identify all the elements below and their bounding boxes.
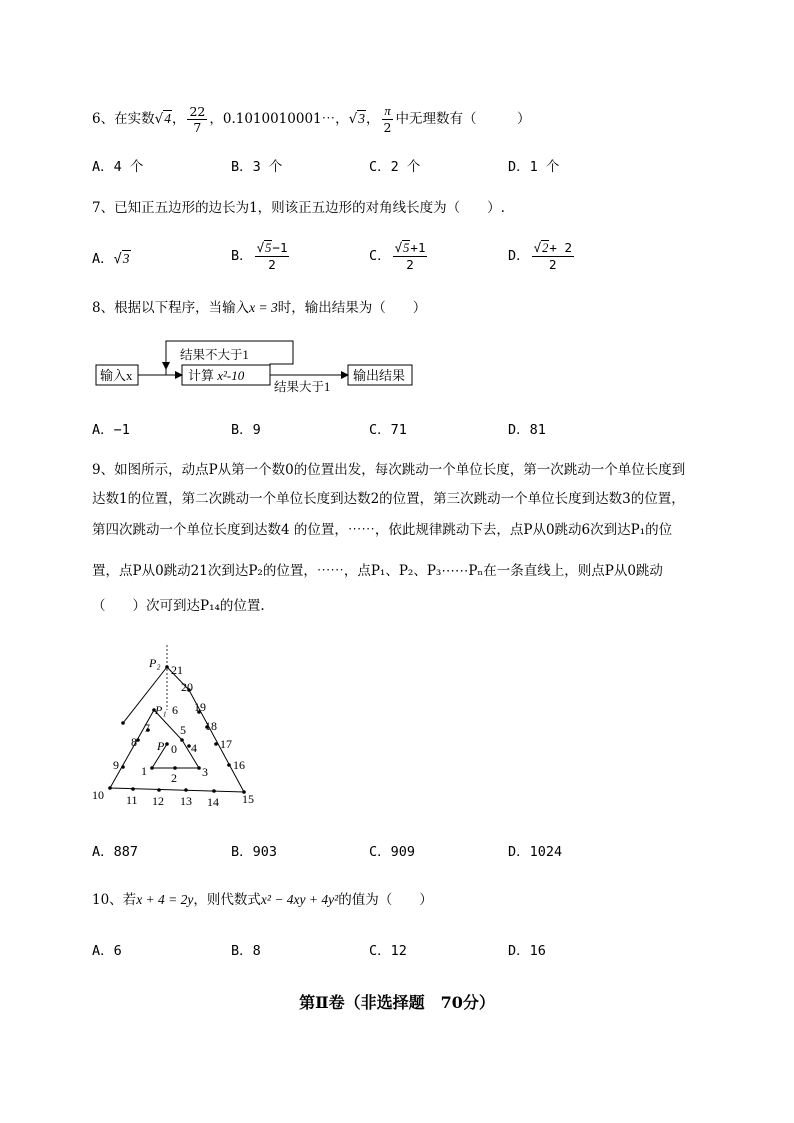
svg-text:19: 19 [194, 700, 206, 714]
input-label: 输入x [100, 368, 133, 383]
q9-option-c[interactable]: C．909 [369, 844, 416, 860]
q10-option-a[interactable]: A．6 [92, 943, 122, 959]
question-10: 10、若x + 4 = 2y，则代数式x² − 4xy + 4y²的值为（ ） [92, 892, 433, 908]
svg-text:6: 6 [172, 703, 178, 717]
q7-option-c[interactable]: C． $\frac{√5+1}{2}$ [369, 240, 426, 272]
question-9-line-3: 第四次跳动一个单位长度到达数4 的位置，⋯⋯，依此规律跳动下去，点P从0跳动6次到达P₁的位 [92, 522, 673, 538]
svg-text:20: 20 [181, 680, 193, 694]
q7-option-d[interactable]: D． $\frac{√2+ 2}{2}$ [508, 240, 572, 272]
svg-text:21: 21 [171, 663, 183, 677]
q6-option-d[interactable]: D．1 个 [508, 159, 560, 175]
q10-option-b[interactable]: B．8 [231, 943, 261, 959]
svg-text:P₁: P₁ [155, 703, 167, 717]
question-6: 6、在实数√4， $\frac{22}{7}$ ，0.1010010001⋯，√3， $\frac{\pi}{2}$ 中无理数有（ ） [92, 104, 531, 135]
sqrt-4: √4 [154, 111, 171, 127]
q6-option-c[interactable]: C．2 个 [369, 159, 421, 175]
program-flowchart [90, 335, 420, 395]
svg-text:4: 4 [191, 741, 197, 755]
q10-option-c[interactable]: C．12 [369, 943, 407, 959]
exit-label: 结果大于1 [274, 380, 331, 394]
svg-text:11: 11 [126, 793, 138, 807]
q10-option-d[interactable]: D．16 [508, 943, 546, 959]
sqrt-3: √3 [348, 111, 365, 127]
svg-text:17: 17 [220, 737, 232, 751]
q9-option-d[interactable]: D．1024 [508, 844, 563, 860]
svg-text:P₂: P₂ [149, 656, 161, 670]
question-9-line-5: （ ）次可到达P₁₄的位置. [92, 598, 265, 614]
section-title: 第Ⅱ卷（非选择题 70分） [299, 993, 495, 1012]
q6-option-b[interactable]: B．3 个 [231, 159, 283, 175]
svg-text:2: 2 [171, 771, 177, 785]
svg-text:1: 1 [141, 764, 147, 778]
svg-text:3: 3 [202, 765, 208, 779]
q6-option-a[interactable]: A．4 个 [92, 159, 144, 175]
svg-text:13: 13 [180, 794, 192, 808]
output-label: 输出结果 [353, 368, 406, 383]
svg-text:8: 8 [131, 735, 137, 749]
svg-text:16: 16 [233, 758, 245, 772]
q8-option-c[interactable]: C．71 [369, 422, 407, 438]
fraction-pi-2: $\frac{\pi}{2}$ [383, 104, 392, 135]
q8-option-b[interactable]: B．9 [231, 422, 261, 438]
svg-text:18: 18 [205, 719, 217, 733]
svg-text:P: P [157, 739, 165, 753]
q9-option-a[interactable]: A．887 [92, 844, 139, 860]
svg-text:14: 14 [207, 795, 219, 809]
q8-option-d[interactable]: D．81 [508, 422, 546, 438]
svg-text:9: 9 [113, 758, 119, 772]
fraction-22-7: $\frac{22}{7}$ [189, 104, 206, 135]
question-7: 7、已知正五边形的边长为1，则该正五边形的对角线长度为（ ）. [92, 200, 505, 216]
q8-option-a[interactable]: A．−1 [92, 422, 130, 438]
svg-text:15: 15 [242, 792, 254, 806]
question-9-line-1: 9、如图所示，动点P从第一个数0的位置出发，每次跳动一个单位长度，第一次跳动一个单位长度到 [92, 462, 686, 478]
q7-option-b[interactable]: B． $\frac{√5-1}{2}$ [231, 240, 288, 272]
question-9-line-2: 达数1的位置，第二次跳动一个单位长度到达数2的位置，第三次跳动一个单位长度到达数3的位置， [92, 491, 685, 507]
q9-option-b[interactable]: B．903 [231, 844, 278, 860]
svg-text:7: 7 [144, 721, 150, 735]
svg-text:12: 12 [152, 794, 164, 808]
svg-text:5: 5 [180, 723, 186, 737]
question-8: 8、根据以下程序，当输入x = 3时，输出结果为（ ） [92, 300, 427, 316]
question-9-line-4: 置，点P从0跳动21次到达P₂的位置，⋯⋯，点P₁、P₂、P₃⋯⋯Pₙ在一条直线上，则点P从0跳动 [92, 563, 663, 579]
spiral-triangle-figure [85, 640, 275, 815]
q7-option-a[interactable]: A．√3 [92, 251, 130, 267]
svg-text:10: 10 [92, 788, 104, 802]
svg-text:0: 0 [171, 742, 177, 756]
compute-label: 计算 x²-10 [188, 368, 245, 383]
loop-label: 结果不大于1 [180, 348, 249, 362]
